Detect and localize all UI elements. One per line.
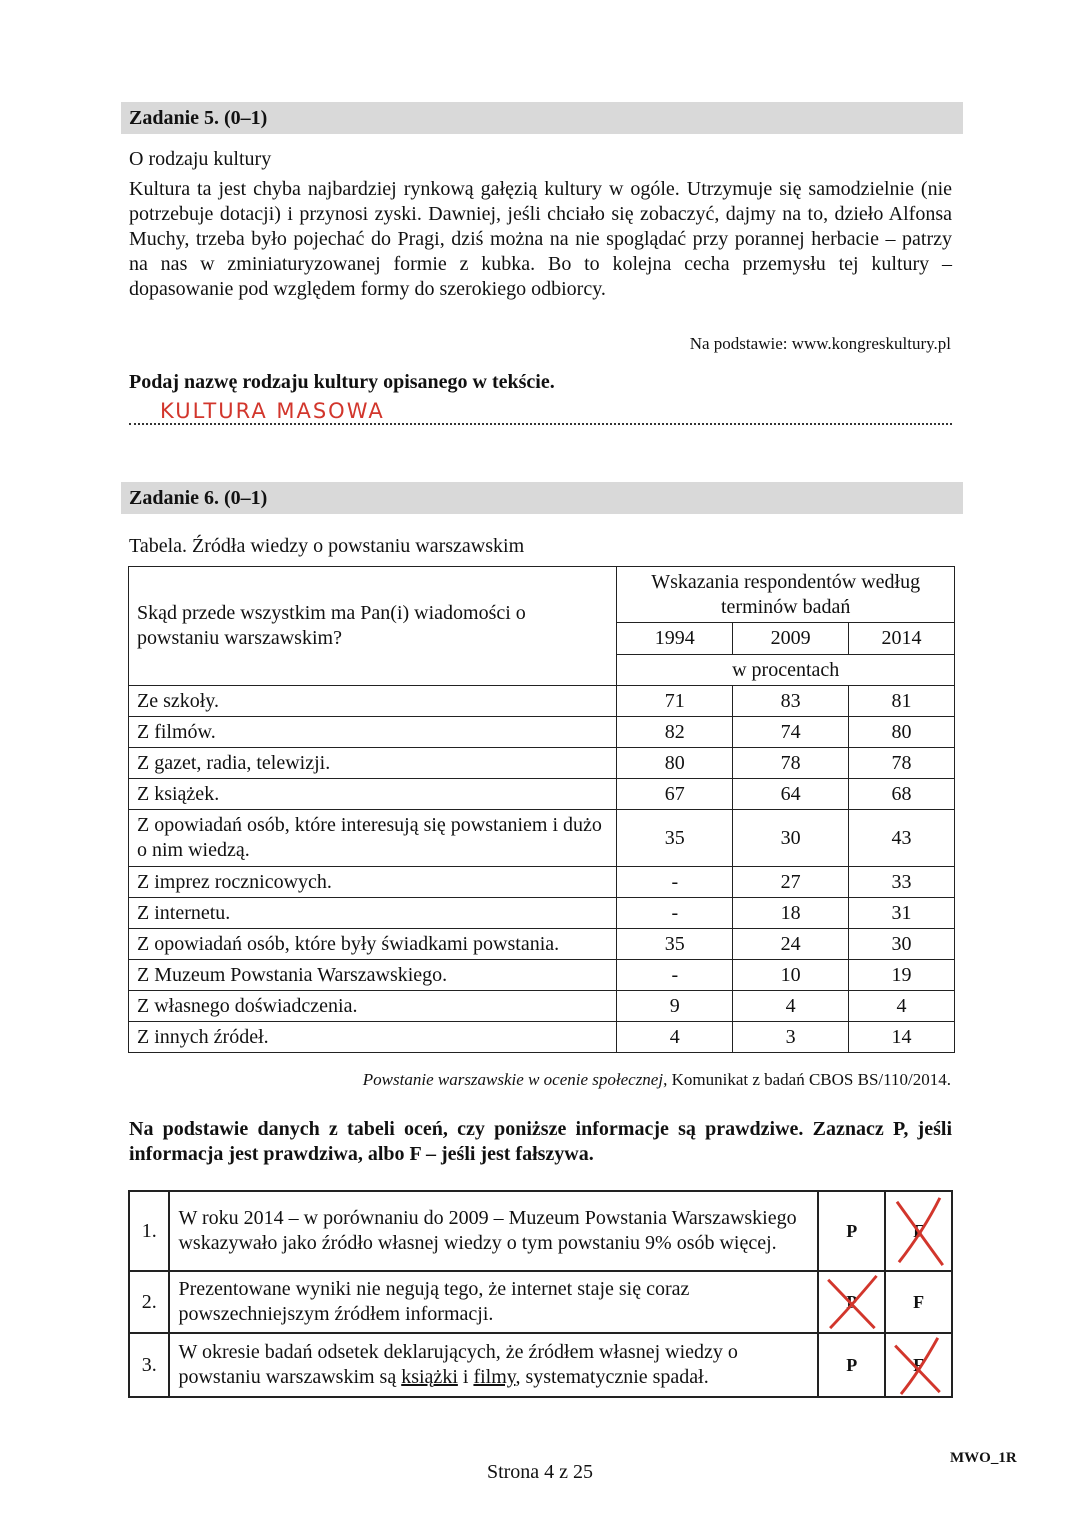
row-label: Z opowiadań osób, które były świadkami powstania. xyxy=(129,929,617,960)
row-value: 78 xyxy=(733,748,849,779)
table-row xyxy=(129,991,955,1022)
row-value: 35 xyxy=(617,810,733,867)
row-label: Z imprez rocznicowych. xyxy=(129,867,617,898)
row-value: 18 xyxy=(733,898,849,929)
row-value: 4 xyxy=(733,991,849,1022)
row-value: 24 xyxy=(733,929,849,960)
table-row xyxy=(129,686,955,717)
sources-table xyxy=(128,566,955,1053)
row-value: 81 xyxy=(849,686,955,717)
statement-number: 1. xyxy=(129,1191,169,1271)
year-header: 2009 xyxy=(733,623,849,655)
row-label: Z własnego doświadczenia. xyxy=(129,991,617,1022)
option-p[interactable]: P xyxy=(818,1191,885,1271)
page-number: Strona 4 z 25 xyxy=(486,1461,594,1483)
exam-code: MWO_1R xyxy=(950,1450,1017,1466)
handwritten-answer: KULTURA MASOWA xyxy=(160,399,385,423)
option-f[interactable]: F xyxy=(885,1271,952,1333)
statement-number: 3. xyxy=(129,1333,169,1397)
task5-question: Podaj nazwę rodzaju kultury opisanego w tekście. xyxy=(129,371,555,393)
task5-source: Na podstawie: www.kongreskultury.pl xyxy=(689,334,951,353)
statement-row xyxy=(129,1191,952,1271)
row-value: 19 xyxy=(849,960,955,991)
task5-text: Kultura ta jest chyba najbardziej rynkową gałęzią kultury w ogóle. Utrzymuje się samodzielnie (nie potrzebuje dotacji) i przynosi zyski. Dawniej, jeśli chciało się zobaczyć, dajmy na to, dzieło Alfonsa Muchy, trzeba było pojechać do Pragi, dziś można na nie spoglądać przy porannej herbacie – patrzy na nas w zminiaturyzowanej formie z kubka. Bo to kolejna cecha przemysłu tej kultury – dopasowanie pod względem formy do szerokiego odbiorcy. xyxy=(129,178,952,300)
row-value: - xyxy=(617,898,733,929)
statement-row xyxy=(129,1271,952,1333)
statement-text: W roku 2014 – w porównaniu do 2009 – Muzeum Powstania Warszawskiego wskazywało jako źródło własnej wiedzy o tym powstaniu 9% osób więcej. xyxy=(169,1191,818,1271)
source-rest: , Komunikat z badań CBOS BS/110/2014. xyxy=(663,1070,951,1089)
row-value: - xyxy=(617,960,733,991)
row-value: 82 xyxy=(617,717,733,748)
row-value: 30 xyxy=(849,929,955,960)
task6-header: Zadanie 6. (0–1) xyxy=(121,482,963,514)
statement-text: Prezentowane wyniki nie negują tego, że internet staje się coraz powszechniejszym źródłem informacji. xyxy=(169,1271,818,1333)
option-p[interactable]: P xyxy=(818,1271,885,1333)
group-header: Wskazania respondentów według terminów badań xyxy=(617,567,955,623)
row-label: Z innych źródeł. xyxy=(129,1022,617,1053)
statement-text: W okresie badań odsetek deklarujących, że źródłem własnej wiedzy o powstaniu warszawskim są książki i filmy, systematycznie spadał. xyxy=(169,1333,818,1397)
option-p[interactable]: P xyxy=(818,1333,885,1397)
answer-line xyxy=(129,423,952,425)
year-header: 2014 xyxy=(849,623,955,655)
row-value: 67 xyxy=(617,779,733,810)
table-source xyxy=(300,1070,951,1090)
table-row xyxy=(129,779,955,810)
row-value: 74 xyxy=(733,717,849,748)
row-label: Z Muzeum Powstania Warszawskiego. xyxy=(129,960,617,991)
row-value: 31 xyxy=(849,898,955,929)
table-row xyxy=(129,867,955,898)
row-value: 4 xyxy=(617,1022,733,1053)
row-value: - xyxy=(617,867,733,898)
option-f[interactable]: F xyxy=(885,1333,952,1397)
row-value: 80 xyxy=(849,717,955,748)
table-row xyxy=(129,748,955,779)
table-title: Tabela. Źródła wiedzy o powstaniu warszawskim xyxy=(129,535,525,557)
row-value: 83 xyxy=(733,686,849,717)
source-title: Powstanie warszawskie w ocenie społecznej xyxy=(362,1070,664,1089)
question-column-header: Skąd przede wszystkim ma Pan(i) wiadomości o powstaniu warszawskim? xyxy=(129,567,617,686)
row-label: Z filmów. xyxy=(129,717,617,748)
row-value: 64 xyxy=(733,779,849,810)
row-label: Z opowiadań osób, które interesują się powstaniem i dużo o nim wiedzą. xyxy=(129,810,617,867)
true-false-table xyxy=(128,1190,953,1398)
table-row xyxy=(129,929,955,960)
row-value: 4 xyxy=(849,991,955,1022)
row-label: Z książek. xyxy=(129,779,617,810)
row-value: 14 xyxy=(849,1022,955,1053)
task6-instruction: Na podstawie danych z tabeli oceń, czy poniższe informacje są prawdziwe. Zaznacz P, jeśli informacja jest prawdziwa, albo F – jeśli jest fałszywa. xyxy=(129,1118,952,1165)
year-header: 1994 xyxy=(617,623,733,655)
table-row xyxy=(129,898,955,929)
row-label: Ze szkoły. xyxy=(129,686,617,717)
row-value: 27 xyxy=(733,867,849,898)
table-row xyxy=(129,1022,955,1053)
statement-number: 2. xyxy=(129,1271,169,1333)
row-label: Z gazet, radia, telewizji. xyxy=(129,748,617,779)
option-f[interactable]: F xyxy=(885,1191,952,1271)
row-value: 35 xyxy=(617,929,733,960)
row-value: 68 xyxy=(849,779,955,810)
table-row xyxy=(129,717,955,748)
statement-row xyxy=(129,1333,952,1397)
table-row xyxy=(129,810,955,867)
row-label: Z internetu. xyxy=(129,898,617,929)
row-value: 71 xyxy=(617,686,733,717)
row-value: 3 xyxy=(733,1022,849,1053)
row-value: 10 xyxy=(733,960,849,991)
row-value: 9 xyxy=(617,991,733,1022)
unit-label: w procentach xyxy=(617,655,955,686)
table-row xyxy=(129,960,955,991)
task5-subtitle: O rodzaju kultury xyxy=(129,148,272,170)
task5-header: Zadanie 5. (0–1) xyxy=(121,102,963,134)
row-value: 43 xyxy=(849,810,955,867)
row-value: 30 xyxy=(733,810,849,867)
row-value: 80 xyxy=(617,748,733,779)
row-value: 78 xyxy=(849,748,955,779)
row-value: 33 xyxy=(849,867,955,898)
